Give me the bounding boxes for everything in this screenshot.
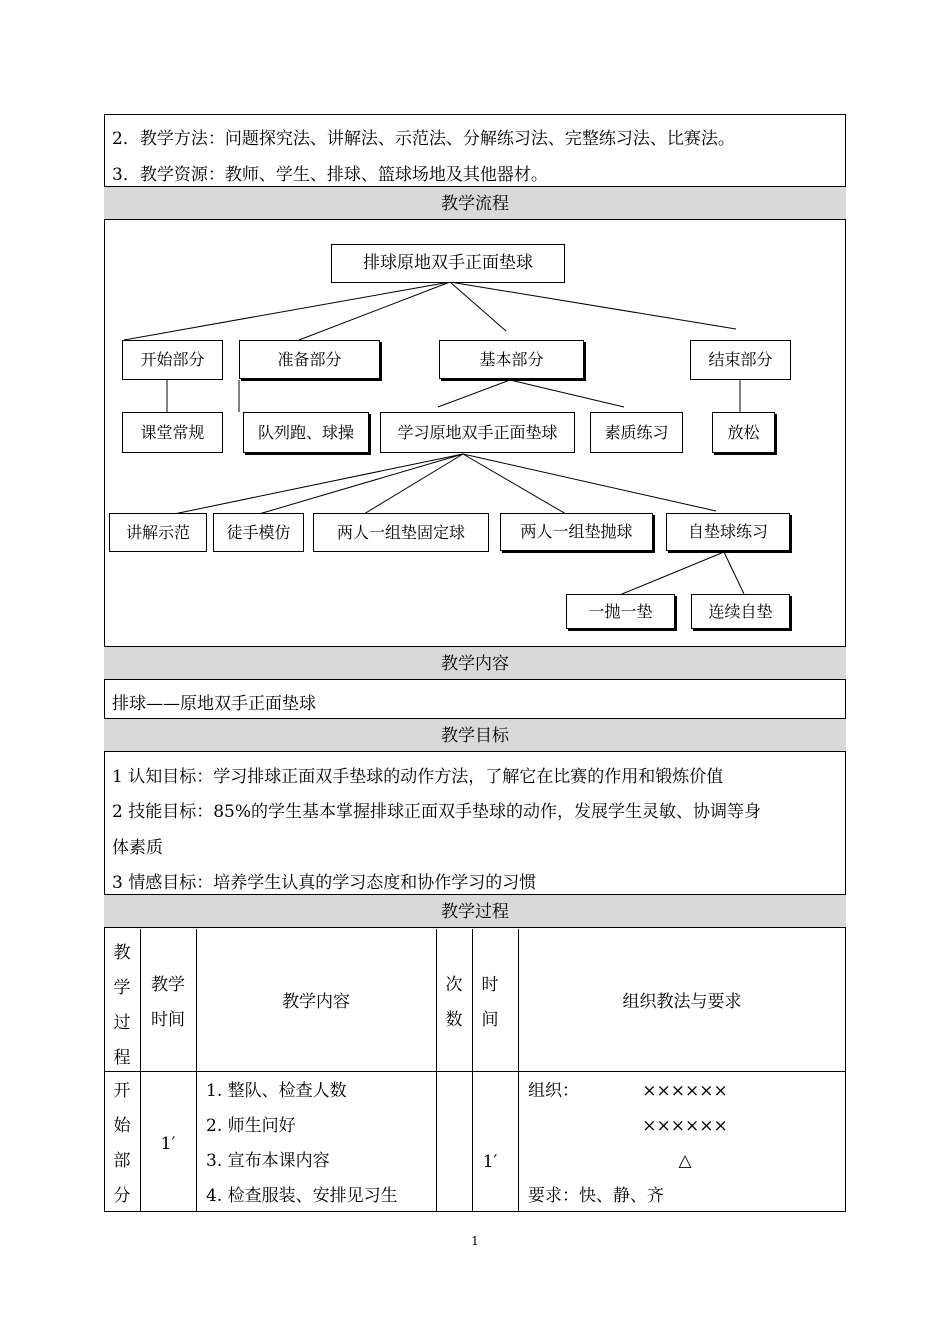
td-teach-time: 1′ [160,1134,176,1154]
td-org-label: 组织： [528,1081,579,1101]
goal-skill: 2 技能目标：85%的学生基本掌握排球正面双手垫球的动作，发展学生灵敏、协调等身 [112,802,762,822]
th-count-char: 次 [445,975,463,995]
th-duration-char: 间 [481,1010,499,1030]
list-item: 1. 整队、检查人数 [206,1081,347,1101]
th-teach-time-line: 时间 [151,1010,185,1030]
flow-part-start: 开始部分 [122,340,223,380]
flow-explain-demo: 讲解示范 [109,513,207,552]
flow-imitation: 徒手模仿 [213,513,304,552]
th-content: 教学内容 [282,992,350,1012]
th-stage-char: 程 [113,1048,131,1068]
th-count-char: 数 [445,1010,463,1030]
td-stage-char: 始 [113,1116,131,1136]
flow-drill-run: 队列跑、球操 [243,412,369,453]
flow-self-pass: 自垫球练习 [666,513,790,551]
teaching-resources-line: 3．教学资源：教师、学生、排球、篮球场地及其他器材。 [112,165,548,185]
flow-learn-pass: 学习原地双手正面垫球 [380,412,575,453]
list-item: 2. 师生问好 [206,1116,296,1136]
th-teach-time [140,968,196,1038]
th-method: 组织教法与要求 [622,992,742,1012]
section-header-flow: 教学流程 [104,186,846,220]
flow-toss-pass: 一抛一垫 [566,594,675,629]
th-stage [104,936,140,1076]
td-requirement: 要求：快、静、齐 [528,1186,664,1206]
formation-row-students: ×××××× [642,1081,728,1101]
th-duration [472,968,508,1038]
th-teach-time-line: 教学 [151,975,185,995]
td-duration: 1′ [482,1152,498,1172]
th-count [436,968,472,1038]
th-stage-char: 学 [113,978,131,998]
list-item: 3. 宣布本课内容 [206,1151,330,1171]
page-number: 1 [471,1234,479,1248]
flow-part-end: 结束部分 [690,340,791,380]
goal-cognitive: 1 认知目标：学习排球正面双手垫球的动作方法，了解它在比赛的作用和锻炼价值 [112,767,724,787]
td-stage-char: 分 [113,1186,131,1206]
flow-fitness: 素质练习 [590,412,683,453]
flow-pair-fixed: 两人一组垫固定球 [313,513,489,552]
content-text: 排球——原地双手正面垫球 [112,694,316,714]
formation-row-students: ×××××× [642,1116,728,1136]
th-duration-char: 时 [481,975,499,995]
td-content-list [206,1074,398,1214]
td-formation [610,1074,760,1179]
td-stage-char: 部 [113,1151,131,1171]
td-stage-start [104,1074,140,1214]
formation-teacher-marker: △ [678,1151,692,1171]
flow-relax: 放松 [712,412,775,453]
flow-pair-toss: 两人一组垫抛球 [500,513,653,551]
flow-part-basic: 基本部分 [439,340,584,379]
list-item: 4. 检查服装、安排见习生 [206,1186,398,1206]
th-stage-char: 教 [113,943,131,963]
flow-continuous-pass: 连续自垫 [691,594,790,629]
flow-class-routine: 课堂常规 [122,412,223,453]
section-header-process: 教学过程 [104,894,846,928]
goal-skill-cont: 体素质 [112,838,163,858]
flow-root-box: 排球原地双手正面垫球 [331,244,565,283]
section-header-content: 教学内容 [104,646,846,680]
flow-part-prepare: 准备部分 [239,340,380,379]
section-header-goals: 教学目标 [104,718,846,752]
teaching-methods-line: 2．教学方法：问题探究法、讲解法、示范法、分解练习法、完整练习法、比赛法。 [112,129,735,149]
row-divider [104,1071,846,1072]
goal-affective: 3 情感目标：培养学生认真的学习态度和协作学习的习惯 [112,873,537,893]
th-stage-char: 过 [113,1013,131,1033]
td-stage-char: 开 [113,1081,131,1101]
